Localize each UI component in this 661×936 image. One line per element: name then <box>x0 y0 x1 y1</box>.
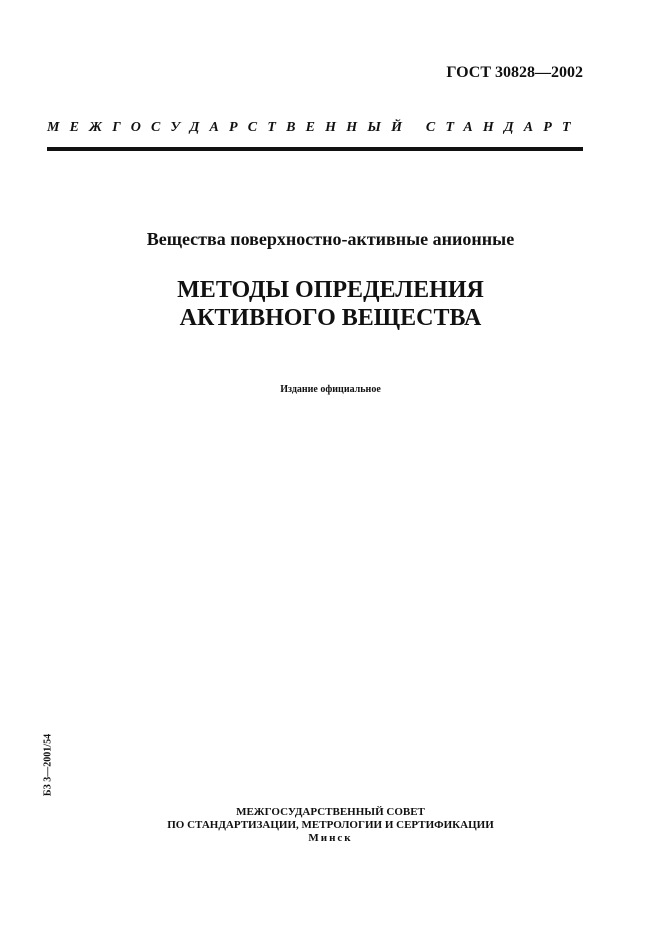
publisher-city: Минск <box>308 832 353 844</box>
publisher-block <box>0 806 661 845</box>
title-line-1: МЕТОДЫ ОПРЕДЕЛЕНИЯ <box>177 277 484 303</box>
header-rule <box>47 147 583 151</box>
document-subject: Вещества поверхностно-активные анионные <box>146 229 515 249</box>
side-code: БЗ 3—2001/54 <box>42 733 54 797</box>
edition-note: Издание официальное <box>280 384 381 395</box>
standard-type-label: МЕЖГОСУДАРСТВЕННЫЙ СТАНДАРТ <box>47 120 581 135</box>
side-code-container <box>40 725 56 805</box>
document-code: ГОСТ 30828—2002 <box>446 64 583 81</box>
publisher-line-1: МЕЖГОСУДАРСТВЕННЫЙ СОВЕТ <box>236 806 425 818</box>
document-title <box>0 276 661 332</box>
publisher-line-2: ПО СТАНДАРТИЗАЦИИ, МЕТРОЛОГИИ И СЕРТИФИКАЦИИ <box>167 819 494 831</box>
title-line-2: АКТИВНОГО ВЕЩЕСТВА <box>179 305 482 331</box>
